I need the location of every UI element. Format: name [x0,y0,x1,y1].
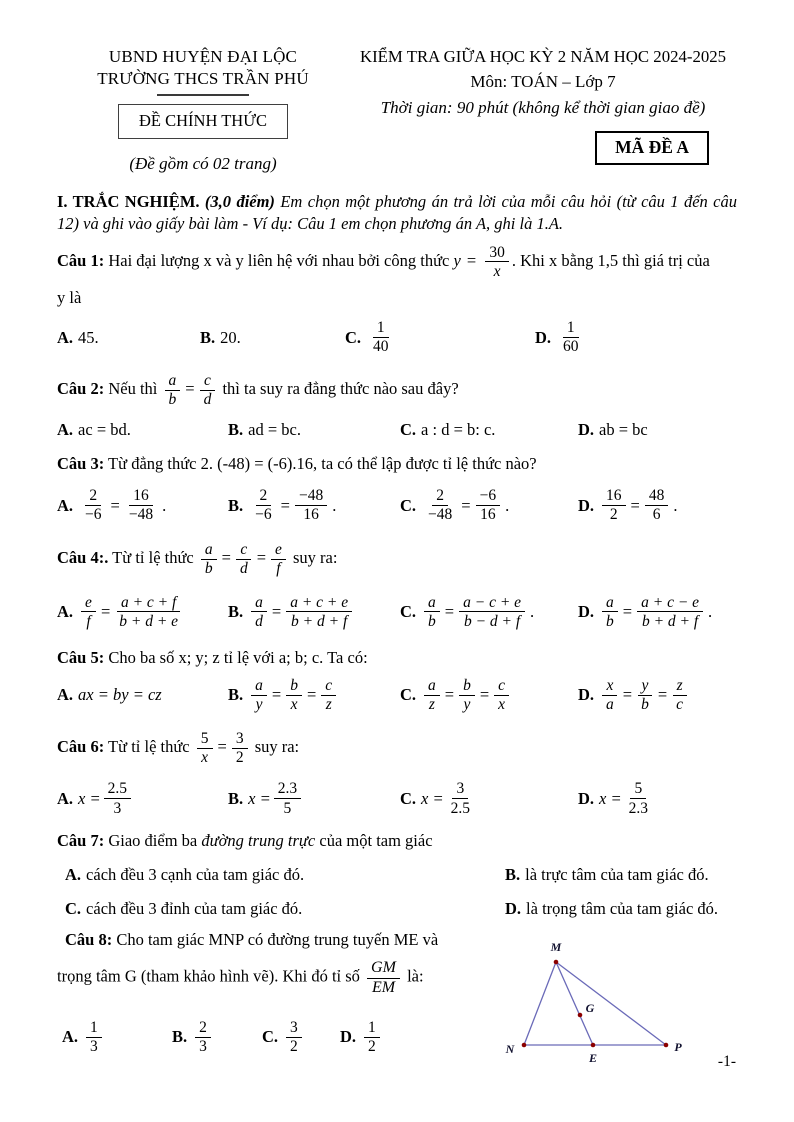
question-8 [57,929,737,1071]
question-1-stem: Câu 1: Hai đại lượng x và y liên hệ với nhau bởi công thức y = $\frac{30}{x}$ . Khi x bằng 1,5 thì giá trị của [57,243,710,280]
pages-note: (Đề gồm có 02 trang) [129,153,277,173]
question-label: Câu 1: [57,250,105,270]
fraction: $\frac{c}{d}$ [236,541,252,578]
fraction: $\frac{3}{2.5}$ [450,780,471,817]
header-rule [157,94,249,96]
option-a: A. ax = by = cz [57,685,162,705]
fraction: $\frac{c}{z}$ [321,677,336,714]
label-E: E [588,1051,598,1066]
fraction: $\frac{2}{3}$ [195,1019,211,1056]
option-b: B. 20. [200,327,241,347]
org-name-line1: UBND HUYỆN ĐẠI LỘC [108,47,298,66]
option-c: C. a : d = b: c. [400,419,496,439]
section-heading: I. TRẮC NGHIỆM. [57,192,200,212]
option-d: D. $\frac{16}{2}$ = $\frac{48}{6}$ . [578,487,678,524]
question-3-options [57,486,737,525]
label-P: P [674,1040,682,1055]
question-label: Câu 8: [65,930,113,950]
fraction: $\frac{2.5}{3}$ [104,780,131,817]
fraction: $\frac{z}{c}$ [672,677,687,714]
fraction: $\frac{a}{b}$ [602,594,618,631]
question-label: Câu 2: [57,378,105,398]
fraction: $\frac{3}{2}$ [232,730,248,767]
page-number: -1- [717,1053,736,1070]
question-3 [57,453,737,524]
header-right [349,46,737,175]
fraction: $\frac{a - c + e}{b - d + f}$ [459,594,525,631]
question-6 [57,729,737,818]
fraction: $\frac{GM}{EM}$ [367,959,400,997]
fraction: $\frac{30}{x}$ [485,244,509,281]
point-N [522,1043,527,1048]
section-points: (3,0 điểm) [204,192,275,212]
fraction: $\frac{b}{y}$ [459,677,475,714]
option-a: A. cách đều 3 cạnh của tam giác đó. [65,864,305,884]
point-G [578,1013,583,1018]
option-d: D. $\frac{1}{60}$ [535,318,586,357]
option-c: C. x = $\frac{3}{2.5}$ [400,779,578,818]
side-NM [524,962,556,1045]
option-a: A. 45. [57,327,99,347]
option-b: B. $\frac{a}{d}$ = $\frac{a + c + e}{b + d + f}$ [228,593,400,632]
question-8-left [57,929,482,1071]
option-b: B. $\frac{2}{-6}$ = $\frac{-48}{16}$ . [228,487,337,524]
exam-code-row [349,131,737,165]
question-label: Câu 7: [57,831,105,851]
question-8-stem-line2: trọng tâm G (tham khảo hình vẽ). Khi đó tỉ số $\frac{GM}{EM}$ là: [57,959,424,997]
fraction: $\frac{1}{2}$ [364,1019,380,1056]
fraction: $\frac{a + c + f}{b + d + e}$ [115,594,182,631]
fraction: $\frac{3}{2}$ [286,1019,302,1056]
option-c: C. $\frac{3}{2}$ [262,1018,340,1057]
question-label: Câu 6: [57,736,105,756]
fraction: $\frac{a}{b}$ [424,594,440,631]
section-intro [57,191,737,235]
fraction: $\frac{2}{-6}$ [255,487,272,524]
option-d: D. $\frac{a}{b}$ = $\frac{a + c - e}{b + d + f}$ . [578,593,713,630]
question-1 [57,243,737,357]
question-5-stem: Câu 5: Cho ba số x; y; z tỉ lệ với a; b; c. Ta có: [57,648,368,668]
option-b: B. ad = bc. [228,419,301,439]
fraction: $\frac{5}{x}$ [197,730,213,767]
triangle-figure [482,931,742,1071]
fraction: $\frac{48}{6}$ [645,487,669,524]
question-6-stem: Câu 6: Từ tỉ lệ thức $\frac{5}{x}$ = $\frac{3}{2}$ suy ra: [57,729,300,767]
question-2-options [57,419,737,441]
fraction: $\frac{e}{f}$ [81,594,96,631]
option-c: C. $\frac{a}{b}$ = $\frac{a - c + e}{b - d + f}$ . [400,593,535,630]
option-b: B. $\frac{a}{y}$ = $\frac{b}{x}$ = $\frac{c}{z}$ [228,676,400,715]
question-1-stem-line2: y là [57,288,82,308]
fraction: $\frac{2}{-48}$ [428,487,453,524]
question-8-figure [482,929,742,1071]
option-d: D. là trọng tâm của tam giác đó. [505,898,719,918]
question-5-options [57,676,737,715]
question-7 [57,830,737,919]
question-label: Câu 5: [57,648,105,668]
point-P [664,1043,669,1048]
option-d: D. x = $\frac{5}{2.3}$ [578,779,655,818]
fraction: $\frac{a + c - e}{b + d + f}$ [637,594,703,631]
question-2-stem: Câu 2: Nếu thì $\frac{a}{b}$ = $\frac{c}{d}$ thì ta suy ra đẳng thức nào sau đây? [57,371,459,409]
org-name-line2: TRƯỜNG THCS TRẦN PHÚ [97,69,309,89]
option-d: D. $\frac{1}{2}$ [340,1018,383,1057]
label-M: M [550,940,562,955]
time-line: Thời gian: 90 phút (không kể thời gian giao đề) [380,97,706,117]
fraction: $\frac{16}{-48}$ [128,487,154,524]
fraction: $\frac{1}{3}$ [86,1019,102,1056]
option-a: A. $\frac{2}{-6}$ = $\frac{16}{-48}$ . [57,487,167,524]
option-c: C. cách đều 3 đỉnh của tam giác đó. [65,898,303,918]
question-1-options [57,318,737,357]
point-M [554,960,559,965]
question-4-options [57,593,737,632]
option-c: C. $\frac{a}{z}$ = $\frac{b}{y}$ = $\frac{c}{x}$ [400,676,578,715]
fraction: $\frac{5}{2.3}$ [628,780,649,817]
fraction: $\frac{c}{x}$ [494,677,509,714]
option-c: C. $\frac{2}{-48}$ = $\frac{-6}{16}$ . [400,487,510,524]
option-a: A. ac = bd. [57,419,131,439]
fraction: $\frac{16}{2}$ [602,487,626,524]
fraction: $\frac{x}{a}$ [602,677,618,714]
fraction: $\frac{1}{60}$ [563,319,579,356]
option-a: A. $\frac{e}{f}$ = $\frac{a + c + f}{b + d + e}$ [57,593,228,632]
fraction: $\frac{a}{z}$ [424,677,440,714]
question-5 [57,647,737,714]
side-MP [556,962,666,1045]
fraction: $\frac{a}{y}$ [251,677,267,714]
option-c: C. $\frac{1}{40}$ [345,318,535,357]
label-G: G [585,1001,595,1016]
question-7-options-row1 [57,864,737,886]
question-4 [57,540,737,631]
option-d: D. $\frac{x}{a}$ = $\frac{y}{b}$ = $\frac{z}{c}$ [578,676,690,715]
question-8-stem-line1: Câu 8: Cho tam giác MNP có đường trung tuyến ME và [65,930,439,950]
option-d: D. ab = bc [578,419,648,439]
question-7-stem: Câu 7: Giao điểm ba đường trung trực của một tam giác [57,831,433,851]
fraction: $\frac{b}{x}$ [286,677,302,714]
fraction: $\frac{1}{40}$ [373,319,389,356]
exam-title: KIỂM TRA GIỮA HỌC KỲ 2 NĂM HỌC 2024-2025 [359,47,727,66]
fraction: $\frac{-48}{16}$ [295,487,327,524]
fraction: $\frac{2.3}{5}$ [274,780,301,817]
question-2 [57,371,737,440]
question-7-options-row2 [57,898,737,920]
fraction: $\frac{e}{f}$ [271,541,286,578]
question-8-options [57,1018,482,1057]
point-E [591,1043,596,1048]
option-a: A. x = $\frac{2.5}{3}$ [57,779,228,818]
question-label: Câu 3: [57,454,105,474]
question-label: Câu 4:. [57,547,109,567]
option-a: A. $\frac{1}{3}$ [62,1018,172,1057]
fraction: $\frac{a}{d}$ [251,594,267,631]
question-6-options [57,779,737,818]
header [57,46,737,175]
subject-line: Môn: TOÁN – Lớp 7 [470,72,616,92]
fraction: $\frac{2}{-6}$ [85,487,102,524]
fraction: $\frac{y}{b}$ [637,677,653,714]
option-b: B. là trực tâm của tam giác đó. [505,864,709,884]
option-b: B. $\frac{2}{3}$ [172,1018,262,1057]
option-b: B. x = $\frac{2.3}{5}$ [228,779,400,818]
header-left [57,46,349,175]
fraction: $\frac{-6}{16}$ [476,487,501,524]
fraction: $\frac{a + c + e}{b + d + f}$ [286,594,352,631]
fraction: $\frac{a}{b}$ [165,372,181,409]
question-3-stem: Câu 3: Từ đẳng thức 2. (-48) = (-6).16, ta có thể lập được tỉ lệ thức nào? [57,454,537,474]
question-4-stem: Câu 4:. Từ tỉ lệ thức $\frac{a}{b}$ = $\frac{c}{d}$ = $\frac{e}{f}$ suy ra: [57,540,338,578]
fraction: $\frac{c}{d}$ [200,372,216,409]
exam-code-box: MÃ ĐỀ A [595,131,709,165]
section-instructions: Em chọn một phương án trả lời của mỗi câu hỏi (từ câu 1 đến câu 12) và ghi vào giấy bài làm - Ví dụ: Câu 1 em chọn phương án A, ghi là 1.A. [57,192,738,233]
fraction: $\frac{a}{b}$ [201,541,217,578]
official-exam-box: ĐỀ CHÍNH THỨC [118,104,288,139]
label-N: N [505,1042,515,1057]
